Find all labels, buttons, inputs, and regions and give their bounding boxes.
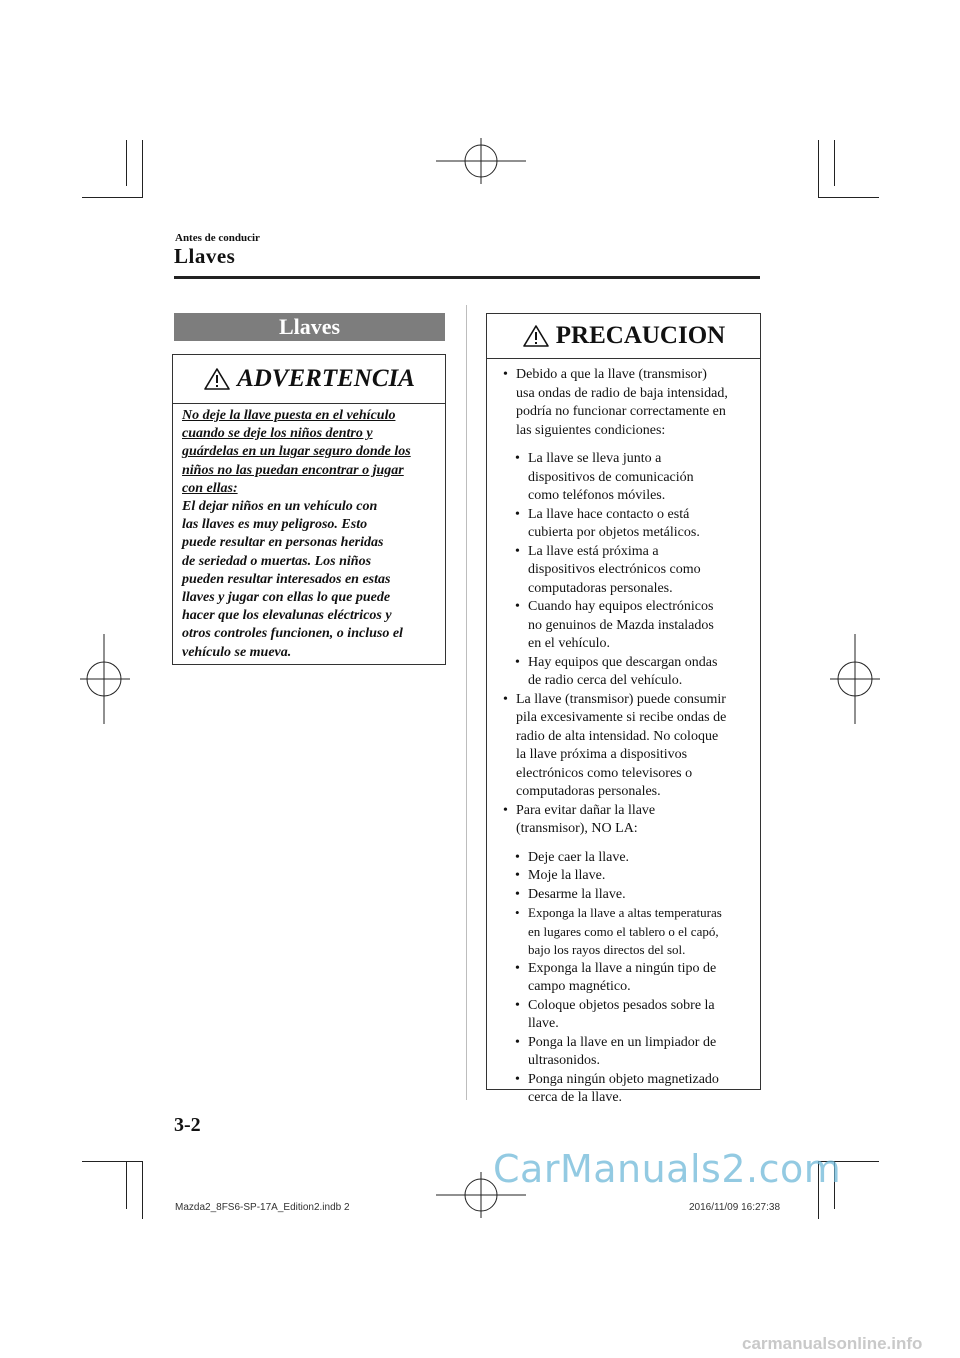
- caution-item-line: Para evitar dañar la llave: [516, 802, 656, 818]
- footer-timestamp: 2016/11/09 16:27:38: [689, 1202, 781, 1213]
- warning-lead-line: con ellas:: [182, 480, 238, 496]
- caution-subitem: [499, 506, 756, 543]
- caution-subitem: [499, 598, 756, 654]
- crosshair-mark-icon: [830, 634, 880, 724]
- caution-subitem-line: Exponga la llave a altas temperaturas: [528, 905, 722, 920]
- caution-subitem-line: como teléfonos móviles.: [528, 488, 666, 503]
- warning-lead-line: guárdelas en un lugar seguro donde los: [182, 444, 411, 460]
- bullet-icon: •: [515, 886, 520, 902]
- caution-subitem: [499, 654, 756, 691]
- section-banner: Llaves: [174, 313, 445, 341]
- caution-subitem-line: de radio cerca del vehículo.: [528, 673, 683, 688]
- warning-text: [182, 407, 443, 662]
- caution-subitem: [499, 867, 756, 886]
- page-number: 3-2: [174, 1114, 201, 1136]
- caution-item-line: radio de alta intensidad. No coloque: [516, 728, 719, 744]
- caution-subitem-line: computadoras personales.: [528, 580, 673, 596]
- caution-item-line: Debido a que la llave (transmisor): [516, 367, 707, 382]
- caution-subitem-line: Desarme la llave.: [528, 886, 626, 902]
- bullet-icon: •: [515, 997, 520, 1013]
- caution-item-line: las siguientes condiciones:: [516, 422, 666, 438]
- caution-subitem-line: La llave se lleva junto a: [528, 451, 662, 466]
- page-title: Llaves: [174, 244, 236, 268]
- bullet-icon: •: [503, 367, 508, 382]
- caution-item-line: computadoras personales.: [516, 784, 661, 799]
- caution-subitem-line: Ponga la llave en un limpiador de: [528, 1034, 717, 1050]
- bullet-icon: •: [515, 506, 520, 522]
- crosshair-mark-icon: [80, 634, 130, 724]
- bullet-icon: •: [515, 1071, 520, 1087]
- warning-body-line: las llaves es muy peligroso. Esto: [182, 517, 368, 533]
- caution-subitem-line: llave.: [528, 1016, 559, 1031]
- caution-subitem-line: La llave está próxima a: [528, 543, 659, 559]
- caution-subitem-line: Hay equipos que descargan ondas: [528, 654, 718, 670]
- caution-subitem: [499, 997, 756, 1034]
- warning-body-line: hacer que los elevalunas eléctricos y: [182, 608, 392, 624]
- caution-header: [487, 314, 760, 359]
- caution-item-line: podría no funcionar correctamente en: [516, 404, 726, 419]
- bullet-icon: •: [515, 1034, 520, 1050]
- caution-subitem-line: Exponga la llave a ningún tipo de: [528, 960, 717, 976]
- warning-header: [173, 355, 445, 404]
- caution-subitem-line: dispositivos de comunicación: [528, 469, 694, 485]
- crosshair-mark-icon: [436, 138, 526, 184]
- caution-list: [499, 366, 756, 1108]
- caution-item-line: pila excesivamente si recibe ondas de: [516, 710, 727, 725]
- warning-body-line: pueden resultar interesados en estas: [182, 571, 391, 587]
- caution-subitem: [499, 543, 756, 599]
- caution-subitem-line: en lugares como el tablero o el capó,: [528, 923, 719, 939]
- warning-body-line: otros controles funcionen, o incluso el: [182, 626, 403, 642]
- caution-subitem-line: cerca de la llave.: [528, 1090, 623, 1105]
- caution-subitem: [499, 1071, 756, 1108]
- caution-subitem: [499, 960, 756, 997]
- warning-body-line: puede resultar en personas heridas: [182, 535, 384, 551]
- caution-subitem-line: bajo los rayos directos del sol.: [528, 942, 686, 957]
- bullet-icon: •: [515, 543, 520, 559]
- caution-box: [486, 313, 761, 1105]
- warning-body-line: de seriedad o muertas. Los niños: [182, 553, 372, 569]
- section-label: Antes de conducir: [175, 232, 260, 244]
- bullet-icon: •: [515, 654, 520, 670]
- caution-subitem: [499, 849, 756, 868]
- bullet-icon: •: [515, 849, 520, 865]
- title-rule: [174, 276, 760, 279]
- caution-subitem-line: dispositivos electrónicos como: [528, 562, 701, 577]
- caution-subitem-line: no genuinos de Mazda instalados: [528, 617, 714, 633]
- warning-body-line: El dejar niños en un vehículo con: [182, 499, 378, 515]
- warning-triangle-icon: [522, 324, 550, 348]
- caution-item-line: (transmisor), NO LA:: [516, 821, 638, 836]
- bullet-icon: •: [515, 451, 520, 466]
- bullet-icon: •: [515, 960, 520, 976]
- site-watermark: carmanualsonline.info: [742, 1334, 923, 1353]
- warning-lead-line: niños no las puedan encontrar o jugar: [182, 462, 404, 478]
- caution-heading: PRECAUCION: [555, 322, 726, 349]
- bullet-icon: •: [503, 691, 508, 707]
- column-divider: [466, 305, 467, 1100]
- caution-subitem-line: ultrasonidos.: [528, 1053, 600, 1068]
- footer-filename: Mazda2_8FS6-SP-17A_Edition2.indb 2: [175, 1202, 350, 1213]
- bullet-icon: •: [515, 868, 520, 883]
- caution-subitem-line: Ponga ningún objeto magnetizado: [528, 1071, 719, 1087]
- caution-subitem-line: en el vehículo.: [528, 636, 611, 651]
- warning-box: [172, 354, 446, 665]
- caution-sublist: [499, 450, 756, 691]
- caution-subitem: [499, 1034, 756, 1071]
- warning-lead-line: No deje la llave puesta en el vehículo: [182, 408, 396, 423]
- caution-subitem-line: campo magnético.: [528, 979, 631, 994]
- warning-lead-line: cuando se deje los niños dentro y: [182, 426, 373, 442]
- caution-subitem-line: Deje caer la llave.: [528, 849, 630, 865]
- watermark: CarManuals2.com: [493, 1147, 842, 1191]
- warning-triangle-icon: [203, 367, 231, 391]
- caution-subitem-line: Cuando hay equipos electrónicos: [528, 599, 714, 614]
- bullet-icon: •: [515, 905, 520, 920]
- caution-item: [499, 366, 756, 440]
- caution-item: [499, 802, 756, 839]
- caution-subitem-line: cubierta por objetos metálicos.: [528, 525, 700, 540]
- caution-subitem-line: La llave hace contacto o está: [528, 506, 690, 522]
- bullet-icon: •: [515, 599, 520, 614]
- warning-body-line: llaves y jugar con ellas lo que puede: [182, 590, 391, 606]
- warning-heading: ADVERTENCIA: [237, 365, 415, 392]
- caution-subitem-line: Moje la llave.: [528, 868, 606, 883]
- caution-item-line: usa ondas de radio de baja intensidad,: [516, 385, 728, 401]
- caution-subitem: [499, 886, 756, 905]
- warning-body: [182, 498, 443, 662]
- caution-subitem-line: Coloque objetos pesados sobre la: [528, 997, 715, 1013]
- warning-lead: [182, 407, 443, 498]
- caution-item-line: electrónicos como televisores o: [516, 765, 693, 781]
- caution-item-line: la llave próxima a dispositivos: [516, 747, 688, 762]
- caution-subitem: [499, 450, 756, 506]
- caution-sublist: [499, 849, 756, 1108]
- caution-item-line: La llave (transmisor) puede consumir: [516, 691, 726, 707]
- caution-subitem: [499, 904, 756, 960]
- caution-item: [499, 691, 756, 802]
- warning-body-line: vehículo se mueva.: [182, 644, 292, 660]
- bullet-icon: •: [503, 802, 508, 818]
